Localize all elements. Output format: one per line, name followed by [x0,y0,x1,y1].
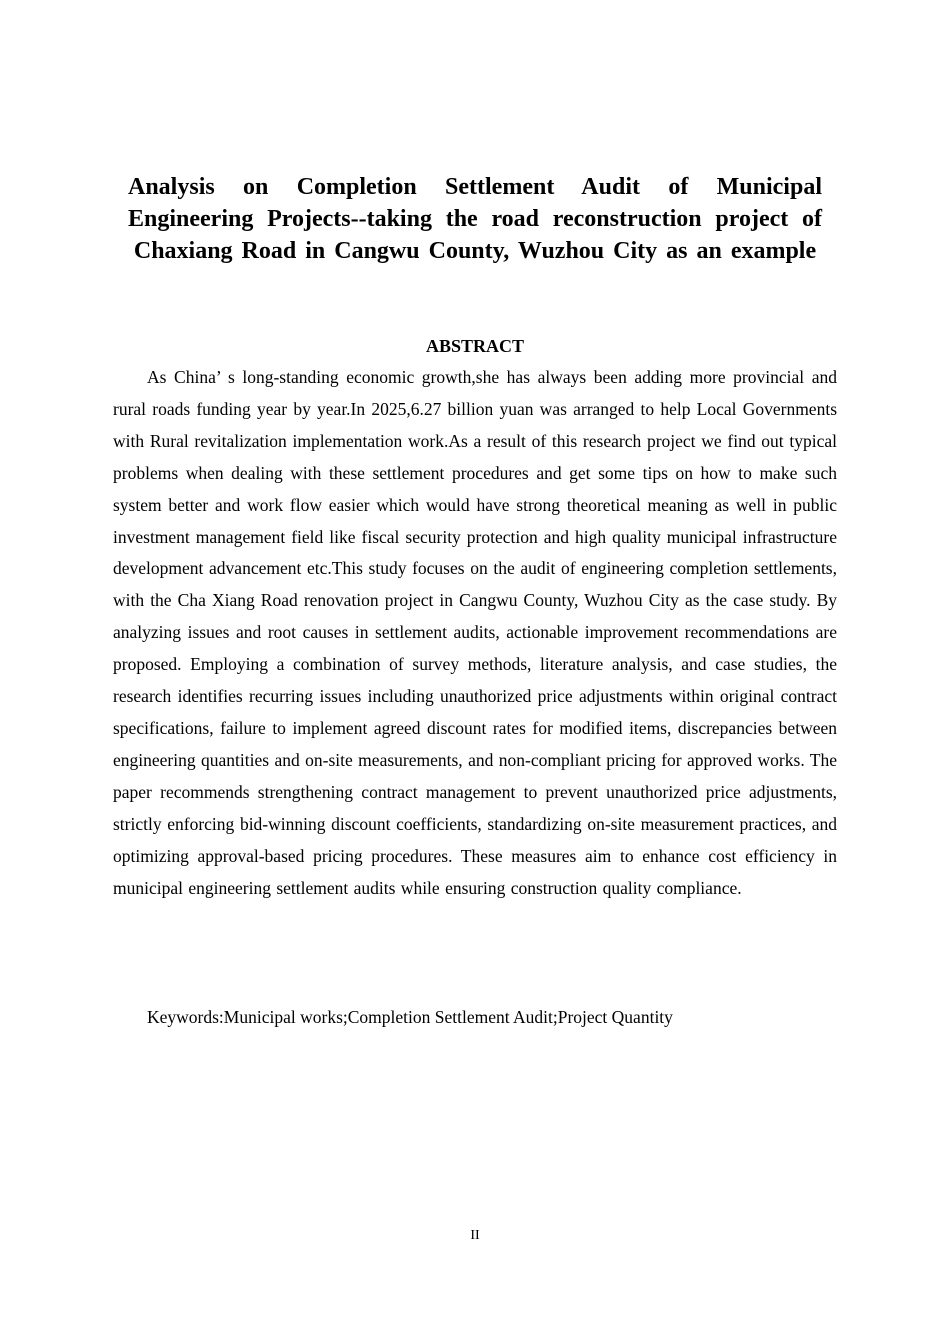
paper-title: Analysis on Completion Settlement Audit of Municipal Engineering Projects--taking the road reconstruction project of Chaxiang Road in Cangwu County, Wuzhou City as an example [128,174,822,264]
abstract-heading: ABSTRACT [425,336,525,356]
abstract-body: As China’ s long-standing economic growth,she has always been adding more provincial and rural roads funding year by year.In 2025,6.27 billion yuan was arranged to help Local Governments with Rural revitalization implementation work.As a result of this research project we find out typical problems when dealing with these settlement procedures and get some tips on how to make such system better and work flow easier which would have strong theoretical meaning as well in public investment management field like fiscal security protection and high quality municipal infrastructure development advancement etc.This study focuses on the audit of engineering completion settlements, with the Cha Xiang Road renovation project in Cangwu County, Wuzhou City as the case study. By analyzing issues and root causes in settlement audits, actionable improvement recommendations are proposed. Employing a combination of survey methods, literature analysis, and case studies, the research identifies recurring issues including unauthorized price adjustments within original contract specifications, failure to implement agreed discount rates for modified items, discrepancies between engineering quantities and on-site measurements, and non-compliant pricing for approved works. The paper recommends strengthening contract management to prevent unauthorized price adjustments, strictly enforcing bid-winning discount coefficients, standardizing on-site measurement practices, and optimizing approval-based pricing procedures. These measures aim to enhance cost efficiency in municipal engineering settlement audits while ensuring construction quality compliance. [113,367,837,898]
page-number: II [470,1228,480,1243]
keywords-line: Keywords:Municipal works;Completion Settlement Audit;Project Quantity [147,1007,673,1027]
